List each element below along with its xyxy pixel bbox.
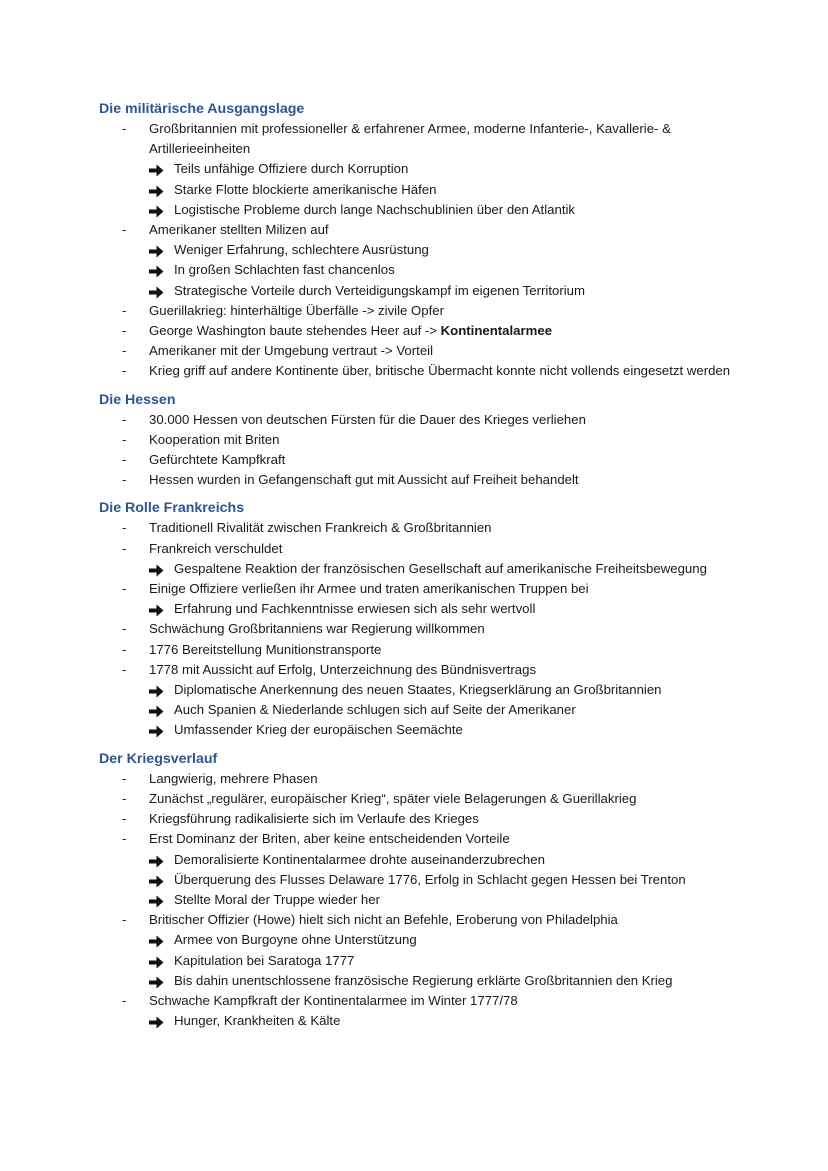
bullet-text: Krieg griff auf andere Kontinente über, britische Übermacht konnte nicht vollends eingesetzt werden (149, 363, 731, 379)
sub-bullet-item (99, 260, 739, 280)
bullet-item (99, 518, 739, 538)
dash-bullet-icon: - (122, 520, 127, 536)
bullet-item (99, 640, 739, 660)
section-heading: Die Rolle Frankreichs (99, 500, 245, 517)
dash-bullet-icon: - (122, 323, 127, 339)
bullet-text: Langwierig, mehrere Phasen (149, 770, 318, 786)
sub-bullet-item (99, 159, 739, 179)
section (99, 749, 739, 1032)
sub-bullet-item (99, 1011, 739, 1031)
arrow-right-icon (149, 1015, 164, 1028)
arrow-right-icon (149, 684, 164, 697)
sub-bullet-text: Stellte Moral der Truppe wieder her (174, 891, 380, 907)
dash-bullet-icon: - (122, 581, 127, 597)
sub-bullet-text: Starke Flotte blockierte amerikanische Häfen (174, 181, 437, 197)
bullet-text: Schwache Kampfkraft der Kontinentalarmee im Winter 1777/78 (149, 992, 518, 1008)
dash-bullet-icon: - (122, 302, 127, 318)
sub-bullet-text: Erfahrung und Fachkenntnisse erwiesen sich als sehr wertvoll (174, 601, 536, 617)
bullet-item (99, 470, 739, 490)
sub-bullet-item (99, 599, 739, 619)
arrow-right-icon (149, 724, 164, 737)
bullet-item (99, 220, 739, 240)
sub-bullet-item (99, 720, 739, 740)
section (99, 99, 739, 382)
bullet-list (99, 410, 739, 491)
dash-bullet-icon: - (122, 472, 127, 488)
sub-bullet-text: Umfassender Krieg der europäischen Seemächte (174, 722, 463, 738)
section-heading: Die Hessen (99, 391, 176, 408)
dash-bullet-icon: - (122, 831, 127, 847)
bullet-text: Großbritannien mit professioneller & erfahrener Armee, moderne Infanterie-, Kavallerie- & Artillerieeinheiten (149, 121, 671, 157)
arrow-right-icon (149, 285, 164, 298)
bullet-item (99, 579, 739, 599)
dash-bullet-icon: - (122, 912, 127, 928)
sub-bullet-item (99, 850, 739, 870)
sub-bullet-text: Strategische Vorteile durch Verteidigungskampf im eigenen Territorium (174, 282, 585, 298)
sub-bullet-item (99, 200, 739, 220)
dash-bullet-icon: - (122, 540, 127, 556)
bullet-text: Einige Offiziere verließen ihr Armee und traten amerikanischen Truppen bei (149, 581, 589, 597)
dash-bullet-icon: - (122, 452, 127, 468)
bullet-bold-text: Kontinentalarmee (440, 323, 553, 339)
sub-bullet-item (99, 951, 739, 971)
arrow-right-icon (149, 244, 164, 257)
bullet-item (99, 991, 739, 1011)
sub-bullet-item (99, 240, 739, 260)
sub-bullet-text: Teils unfähige Offiziere durch Korruption (174, 161, 409, 177)
bullet-item (99, 619, 739, 639)
dash-bullet-icon: - (122, 121, 127, 136)
arrow-right-icon (149, 603, 164, 616)
arrow-right-icon (149, 184, 164, 197)
sub-bullet-text: Kapitulation bei Saratoga 1777 (174, 952, 355, 968)
bullet-item (99, 450, 739, 470)
bullet-item (99, 301, 739, 321)
sub-bullet-text: Diplomatische Anerkennung des neuen Staates, Kriegserklärung an Großbritannien (174, 682, 662, 698)
arrow-right-icon (149, 264, 164, 277)
sub-bullet-text: Logistische Probleme durch lange Nachschublinien über den Atlantik (174, 201, 576, 217)
document-content (99, 99, 739, 1033)
dash-bullet-icon: - (122, 621, 127, 637)
bullet-item (99, 789, 739, 809)
section-heading: Der Kriegsverlauf (99, 750, 218, 767)
bullet-text: 1776 Bereitstellung Munitionstransporte (149, 641, 382, 657)
dash-bullet-icon: - (122, 343, 127, 359)
bullet-text: Frankreich verschuldet (149, 540, 283, 556)
sub-bullet-text: Bis dahin unentschlossene französische Regierung erklärte Großbritannien den Krieg (174, 972, 673, 988)
dash-bullet-icon: - (122, 992, 127, 1008)
bullet-item (99, 321, 739, 341)
sub-bullet-item (99, 680, 739, 700)
dash-bullet-icon: - (122, 641, 127, 657)
sub-bullet-item (99, 971, 739, 991)
bullet-text: George Washington baute stehendes Heer auf -> (149, 323, 441, 339)
sub-bullet-text: Gespaltene Reaktion der französischen Gesellschaft auf amerikanische Freiheitsbewegung (174, 560, 707, 576)
dash-bullet-icon: - (122, 363, 127, 379)
bullet-text: Guerillakrieg: hinterhältige Überfälle -> zivile Opfer (149, 302, 445, 318)
section (99, 390, 739, 491)
bullet-item (99, 829, 739, 849)
bullet-text: Kooperation mit Briten (149, 431, 280, 447)
sub-bullet-item (99, 890, 739, 910)
bullet-item (99, 341, 739, 361)
bullet-text: 1778 mit Aussicht auf Erfolg, Unterzeichnung des Bündnisvertrags (149, 661, 537, 677)
bullet-list (99, 518, 739, 740)
sub-bullet-text: Überquerung des Flusses Delaware 1776, Erfolg in Schlacht gegen Hessen bei Trenton (174, 871, 686, 887)
bullet-text: Amerikaner mit der Umgebung vertraut -> Vorteil (149, 343, 434, 359)
bullet-text: Amerikaner stellten Milizen auf (149, 222, 329, 238)
sub-bullet-item (99, 870, 739, 890)
bullet-text: Gefürchtete Kampfkraft (149, 452, 286, 468)
bullet-text: Erst Dominanz der Briten, aber keine entscheidenden Vorteile (149, 831, 510, 847)
bullet-text: Schwächung Großbritanniens war Regierung willkommen (149, 621, 485, 637)
dash-bullet-icon: - (122, 222, 127, 238)
bullet-item (99, 410, 739, 430)
arrow-right-icon (149, 934, 164, 947)
bullet-text: Britischer Offizier (Howe) hielt sich nicht an Befehle, Eroberung von Philadelphia (149, 912, 618, 928)
dash-bullet-icon: - (122, 790, 127, 806)
bullet-text: Zunächst „regulärer, europäischer Krieg“, später viele Belagerungen & Guerillakrieg (149, 790, 637, 806)
bullet-text: Traditionell Rivalität zwischen Frankreich & Großbritannien (149, 520, 492, 536)
dash-bullet-icon: - (122, 811, 127, 827)
sub-bullet-item (99, 559, 739, 579)
sub-bullet-item (99, 180, 739, 200)
bullet-text: 30.000 Hessen von deutschen Fürsten für die Dauer des Krieges verliehen (149, 411, 586, 427)
dash-bullet-icon: - (122, 431, 127, 447)
bullet-text: Hessen wurden in Gefangenschaft gut mit Aussicht auf Freiheit behandelt (149, 472, 579, 488)
arrow-right-icon (149, 955, 164, 968)
arrow-right-icon (149, 894, 164, 907)
arrow-right-icon (149, 854, 164, 867)
section (99, 498, 739, 740)
arrow-right-icon (149, 563, 164, 576)
sub-bullet-item (99, 281, 739, 301)
arrow-right-icon (149, 204, 164, 217)
sub-bullet-text: Auch Spanien & Niederlande schlugen sich auf Seite der Amerikaner (174, 702, 576, 718)
bullet-list (99, 769, 739, 1032)
bullet-item (99, 539, 739, 559)
arrow-right-icon (149, 975, 164, 988)
bullet-item (99, 660, 739, 680)
bullet-item (99, 809, 739, 829)
bullet-list (99, 119, 739, 382)
sub-bullet-text: In großen Schlachten fast chancenlos (174, 262, 395, 278)
bullet-item (99, 361, 739, 381)
bullet-item (99, 430, 739, 450)
dash-bullet-icon: - (122, 661, 127, 677)
dash-bullet-icon: - (122, 411, 127, 427)
sub-bullet-item (99, 700, 739, 720)
bullet-text: Kriegsführung radikalisierte sich im Verlaufe des Krieges (149, 811, 479, 827)
arrow-right-icon (149, 163, 164, 176)
sub-bullet-text: Weniger Erfahrung, schlechtere Ausrüstung (174, 242, 429, 258)
bullet-item (99, 769, 739, 789)
section-heading: Die militärische Ausgangslage (99, 101, 305, 117)
sub-bullet-item (99, 930, 739, 950)
bullet-item (99, 119, 739, 159)
sub-bullet-text: Hunger, Krankheiten & Kälte (174, 1013, 341, 1029)
sub-bullet-text: Demoralisierte Kontinentalarmee drohte auseinanderzubrechen (174, 851, 545, 867)
dash-bullet-icon: - (122, 770, 127, 786)
bullet-item (99, 910, 739, 930)
arrow-right-icon (149, 874, 164, 887)
arrow-right-icon (149, 704, 164, 717)
sub-bullet-text: Armee von Burgoyne ohne Unterstützung (174, 932, 417, 948)
